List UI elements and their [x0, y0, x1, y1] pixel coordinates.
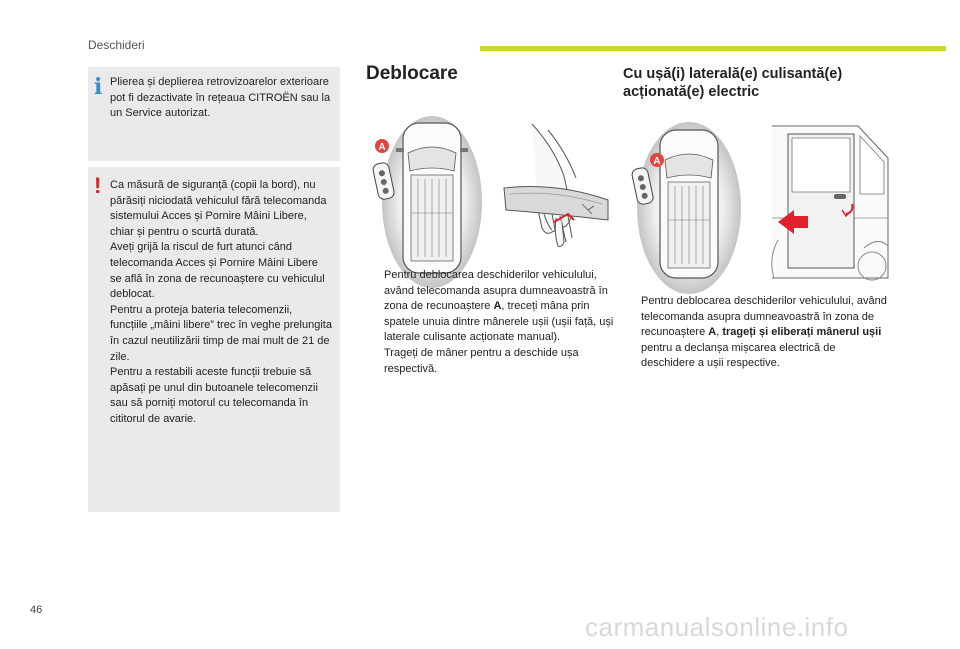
- watermark-text: carmanualsonline.info: [585, 612, 849, 642]
- warning-paragraph: Pentru a proteja bateria telecomenzii, funcțiile „mâini libere” trec în veghe prelungita în cazul neutilizării timp de mai mult de 21 de zile.: [110, 303, 332, 363]
- sliding-instructions: [623, 294, 891, 372]
- warning-icon: !: [94, 173, 102, 198]
- sliding-bullet-1: Pentru deblocarea deschiderilor vehiculului, având telecomanda asupra dumneavoastră în zona de recunoaștere A, trageți și eliberați mânerul ușii pentru a declanșa mișcarea electrică de deschidere a ușii respective.: [641, 295, 887, 370]
- section-label: Deschideri: [88, 38, 145, 52]
- warning-text: [110, 178, 332, 428]
- sliding-door-title: Cu ușă(i) laterală(e) culisantă(e) acționată(e) electric: [623, 66, 843, 100]
- page-number: 46: [30, 604, 43, 616]
- info-paragraph: Plierea și deplierea retrovizoarelor exterioare pot fi dezactivate în rețeaua CITROËN sau la un Service autorizat.: [110, 76, 331, 120]
- info-icon: i: [94, 74, 103, 100]
- info-text: [110, 75, 332, 122]
- unlock-bullet-1: Pentru deblocarea deschiderilor vehiculului, având telecomanda asupra dumneavoastră în zona de recunoaștere A, treceți mâna prin spatele unuia dintre mânerele ușii (ușii față, uși laterale culisante acționate manual).: [384, 269, 614, 344]
- header-accent-bar: [480, 46, 946, 51]
- warning-paragraph: Ca măsură de siguranță (copii la bord), nu părăsiți niciodată vehiculul fără telecomanda sistemului Acces și Pornire Mâini Libere, chiar și pentru o scurtă durată.: [110, 179, 327, 238]
- unlock-instructions: [366, 268, 620, 377]
- sliding-vehicle-zone-illustration: [625, 120, 747, 296]
- warning-paragraph: Aveți grijă la riscul de furt atunci când telecomanda Acces și Pornire Mâini Libere se află în zona de recunoaștere cu vehiculul deblocat.: [110, 241, 325, 301]
- unlock-vehicle-zone-illustration: [366, 113, 484, 291]
- unlock-bullet-2: Trageți de mâner pentru a deschide ușa respectivă.: [384, 346, 579, 375]
- info-box: [88, 67, 340, 161]
- warning-box: [88, 167, 340, 512]
- zone-a-label: A: [653, 156, 661, 167]
- warning-paragraph: Pentru a restabili aceste funcții trebuie să apăsați pe unul din butoanele telecomenzii sau să porniți motorul cu telecomanda în cititorul de avarie.: [110, 366, 318, 425]
- unlock-title: Deblocare: [366, 63, 458, 84]
- sliding-door-illustration: [768, 118, 890, 286]
- zone-a-label: A: [378, 142, 386, 153]
- hand-door-handle-illustration: [496, 118, 616, 250]
